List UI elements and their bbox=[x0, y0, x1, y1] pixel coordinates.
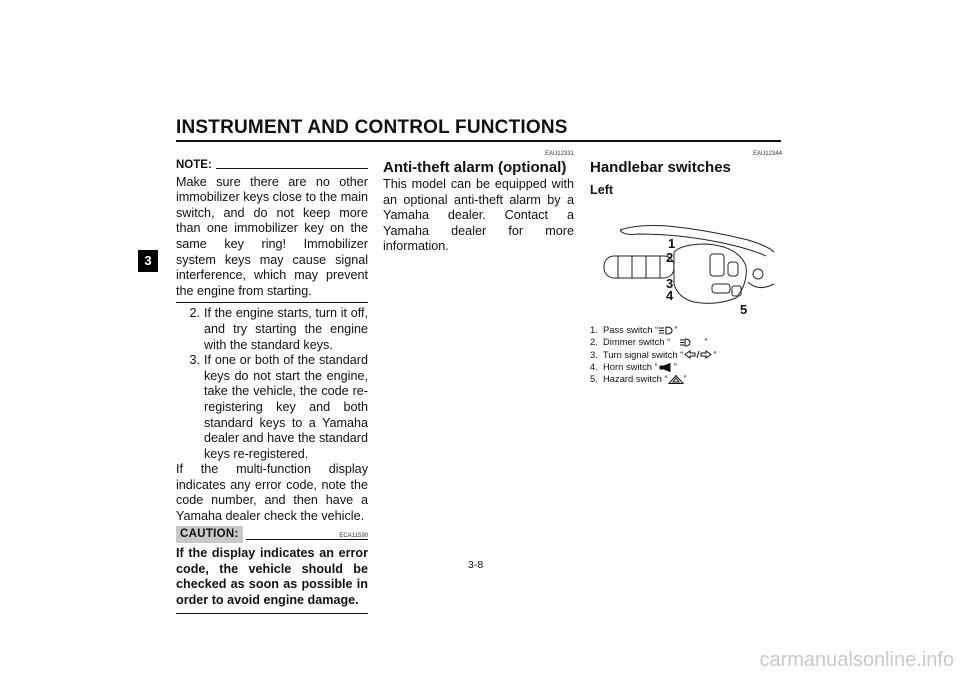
caption-tail: ” bbox=[704, 336, 708, 348]
step-item bbox=[176, 306, 368, 353]
error-code-paragraph: If the multi-function display indicates any error code, note the code number, and then have a Yamaha dealer check the vehicle. bbox=[176, 462, 368, 524]
note-label: NOTE: bbox=[176, 159, 212, 171]
section-title: Anti-theft alarm (optional) bbox=[383, 159, 567, 176]
steps-list bbox=[176, 306, 368, 462]
figure-callout-3: 3 bbox=[666, 276, 674, 291]
pass-beam-icon bbox=[658, 326, 674, 335]
chapter-tab: 3 bbox=[138, 250, 158, 272]
caption-item bbox=[590, 336, 782, 348]
page-header-title: INSTRUMENT AND CONTROL FUNCTIONS bbox=[176, 117, 568, 138]
section-text: This model can be equipped with an optional anti-theft alarm by a Yamaha dealer. Contact a Yamaha dealer for more information. bbox=[383, 177, 574, 254]
step-number: 2. bbox=[189, 306, 200, 321]
caption-item bbox=[590, 373, 782, 385]
column-left bbox=[176, 158, 368, 614]
caution-text: If the display indicates an error code, the vehicle should be checked as soon as possible in order to avoid engine damage. bbox=[176, 546, 368, 608]
caption-tail: ” bbox=[673, 360, 677, 372]
caption-item bbox=[590, 349, 782, 361]
caption-lead: 2. Dimmer switch “ bbox=[590, 336, 671, 348]
page-number: 3-8 bbox=[468, 559, 484, 571]
section-code: EAU12344 bbox=[752, 151, 782, 157]
note-header bbox=[176, 158, 368, 174]
caption-item bbox=[590, 324, 782, 336]
watermark: carmanualsonline.info bbox=[759, 649, 954, 671]
figure-callout-5: 5 bbox=[740, 302, 748, 317]
caption-lead: 4. Horn switch “ bbox=[590, 360, 658, 372]
figure-captions bbox=[590, 324, 782, 385]
caution-code: ECA11590 bbox=[339, 533, 368, 540]
column-right bbox=[590, 150, 782, 199]
note-end-rule bbox=[176, 302, 368, 303]
hazard-icon bbox=[668, 375, 684, 384]
section-title: Handlebar switches bbox=[590, 159, 731, 176]
turn-left-right-icon bbox=[683, 350, 713, 359]
caption-lead: 3. Turn signal switch “ bbox=[590, 348, 684, 360]
handlebar-illustration bbox=[598, 222, 780, 317]
note-rule bbox=[216, 168, 368, 169]
caution-label: CAUTION: bbox=[176, 526, 243, 544]
figure-callout-4: 4 bbox=[666, 288, 674, 303]
header-rule bbox=[176, 140, 781, 142]
figure-callout-2: 2 bbox=[666, 250, 674, 265]
note-text: Make sure there are no other immobilizer keys close to the main switch, and do not keep more than one immobilizer key on the same key ring! Immobilizer system keys may cause signal interference, which may prevent the engine from starting. bbox=[176, 174, 368, 298]
caption-lead: 1. Pass switch “ bbox=[590, 324, 659, 335]
section-code: EAU12331 bbox=[544, 151, 574, 157]
step-item bbox=[176, 353, 368, 462]
subsection-heading: Left bbox=[590, 183, 614, 197]
caption-tail: ” bbox=[674, 324, 678, 335]
step-number: 3. bbox=[189, 353, 200, 368]
step-text: If the engine starts, turn it off, and try starting the engine with the standard keys. bbox=[204, 306, 368, 352]
caption-lead: 5. Hazard switch “ bbox=[590, 373, 668, 385]
caption-tail: ” bbox=[713, 348, 717, 360]
horn-icon bbox=[658, 363, 674, 372]
step-text: If one or both of the standard keys do not start the engine, take the vehicle, the code re-registering key and both standard keys to a Yamaha dealer and have the standard keys re-registered. bbox=[204, 353, 368, 461]
caption-item bbox=[590, 361, 782, 373]
figure-callout-1: 1 bbox=[668, 236, 676, 251]
caption-tail: ” bbox=[683, 373, 687, 385]
column-middle bbox=[383, 150, 574, 255]
handlebar-figure bbox=[598, 222, 780, 317]
high-low-beam-icon bbox=[670, 338, 704, 347]
caution-end-rule bbox=[176, 613, 368, 614]
